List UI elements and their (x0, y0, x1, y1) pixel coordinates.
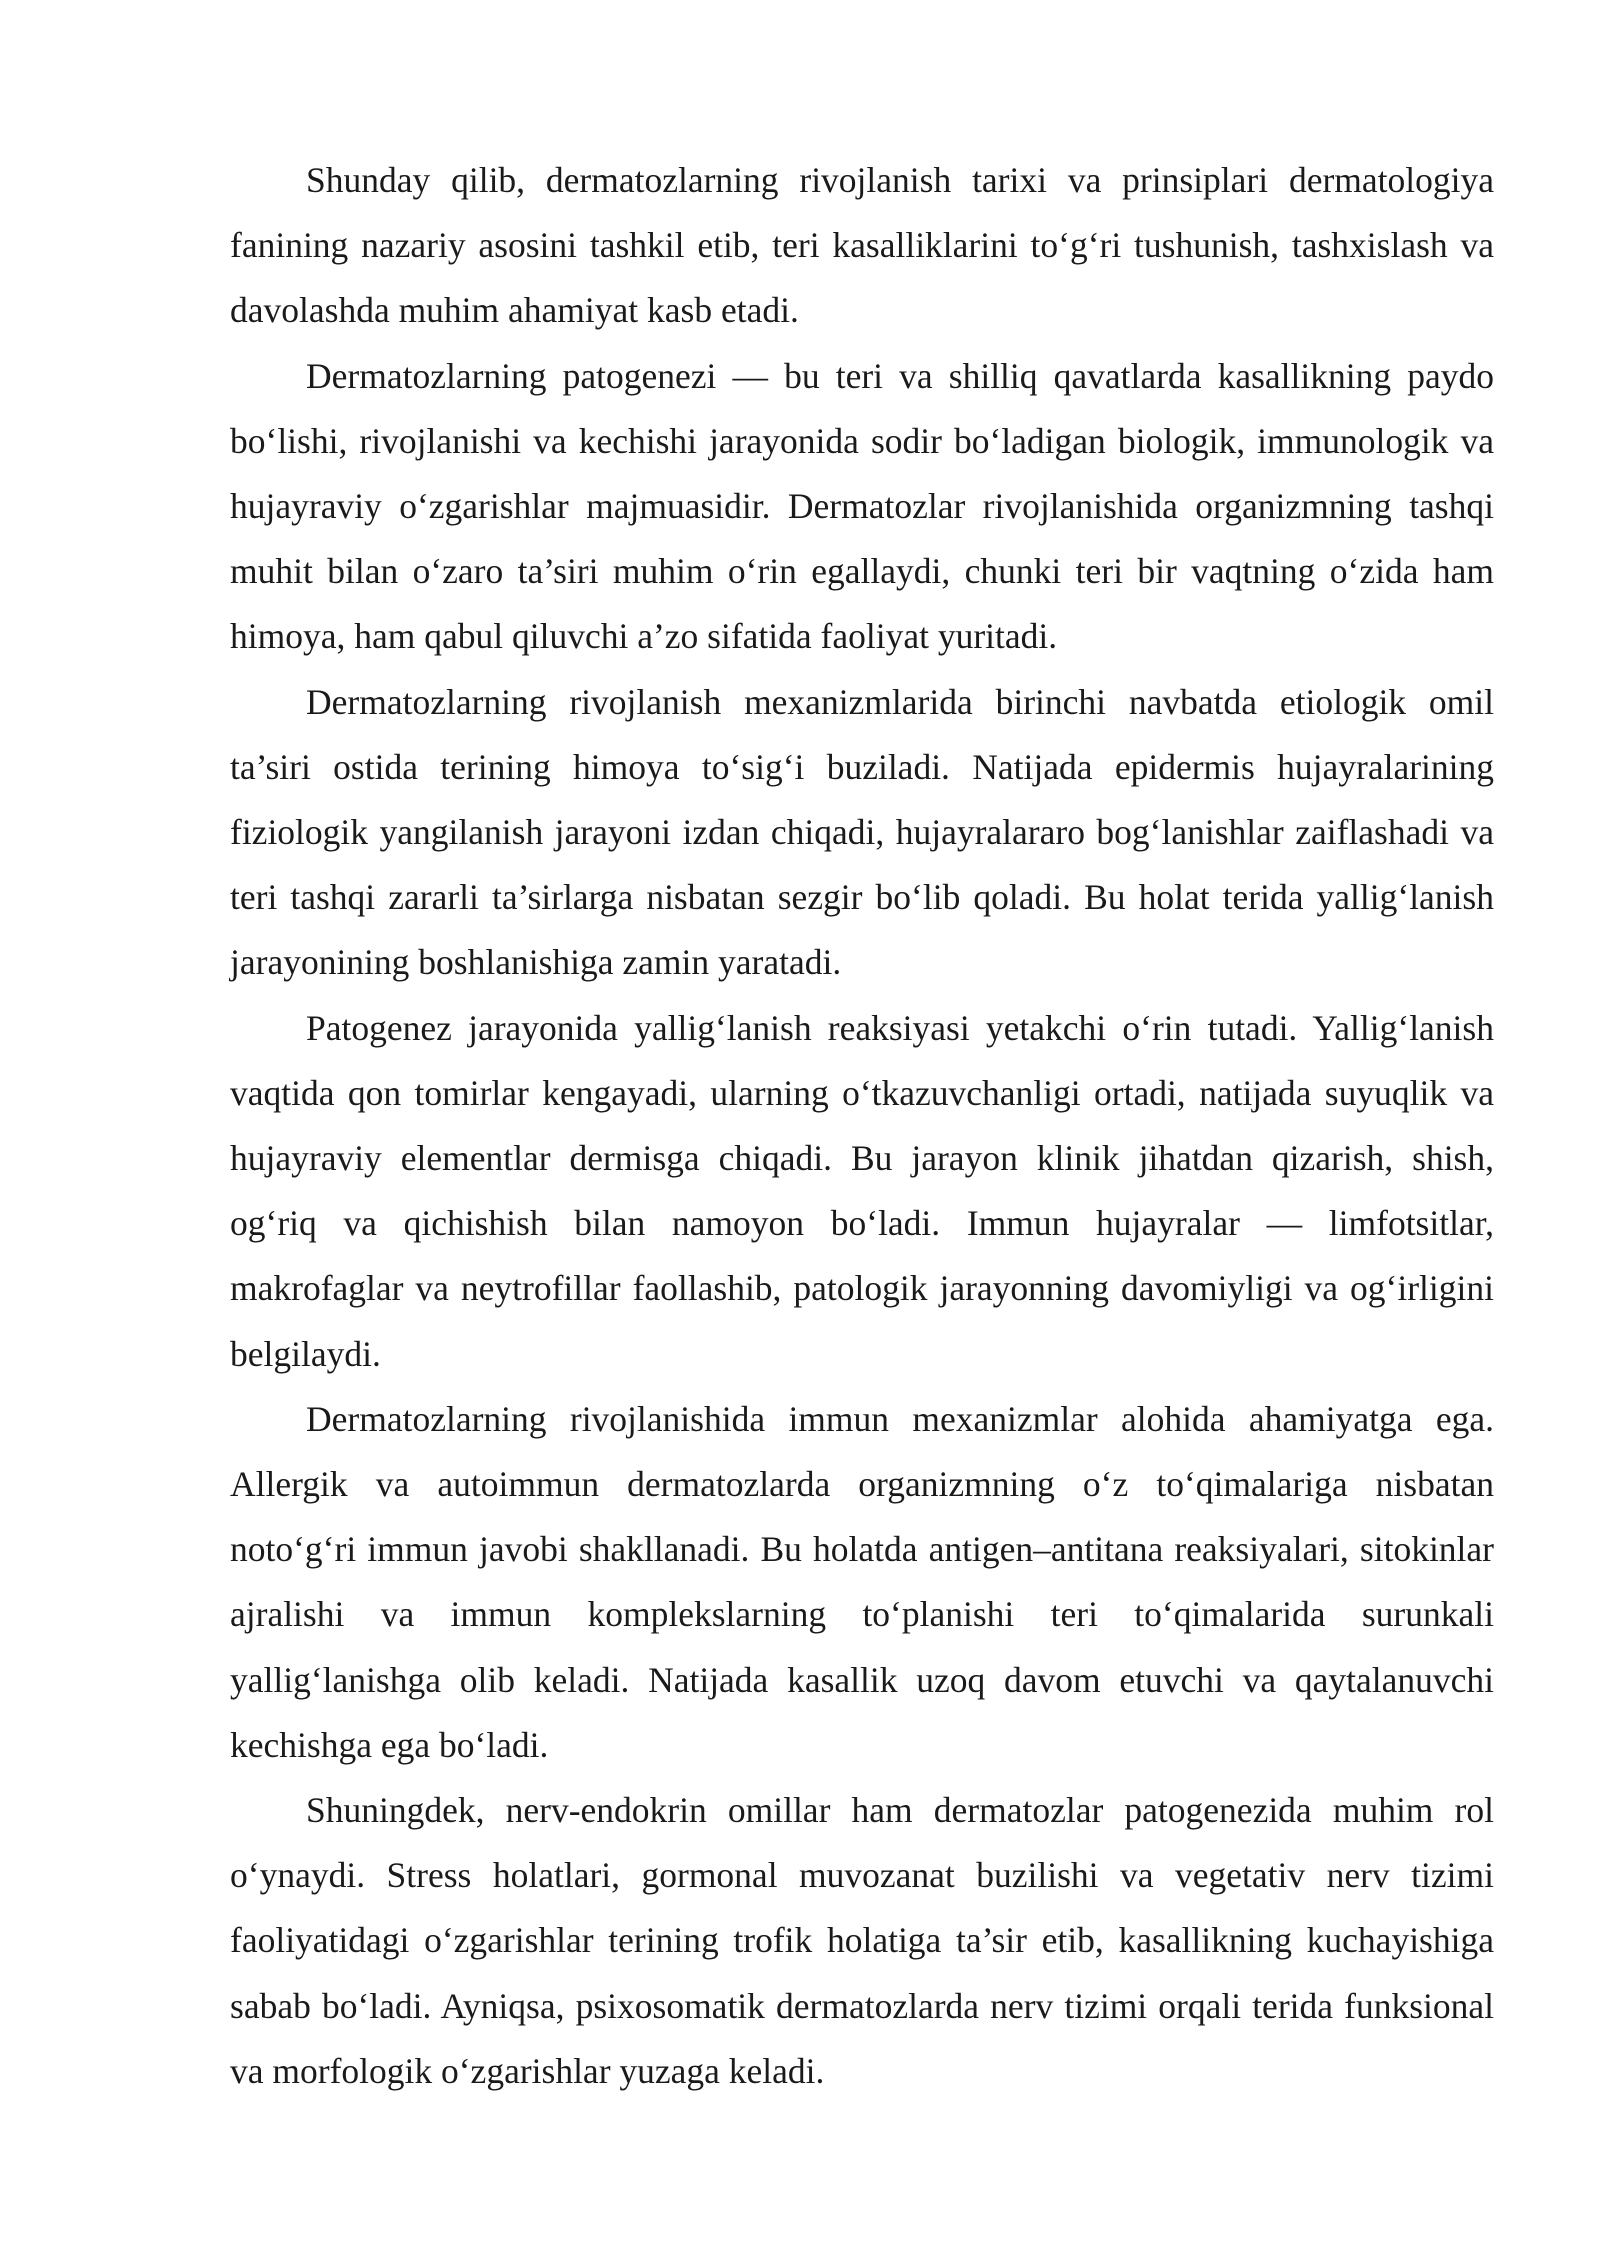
paragraph-inflammatory-reaction: Patogenez jarayonida yallig‘lanish reaksiyasi yetakchi o‘rin tutadi. Yallig‘lanish vaqtida qon tomirlar kengayadi, ularning o‘tkazuvchanligi ortadi, natijada suyuqlik va hujayraviy elementlar dermisga chiqadi. Bu jarayon klinik jihatdan qizarish, shish, og‘riq va qichishish bilan namoyon bo‘ladi. Immun hujayralar — limfotsitlar, makrofaglar va neytrofillar faollashib, patologik jarayonning davomiyligi va og‘irligini belgilaydi. (230, 1007, 1494, 1374)
paragraph-development-mechanisms: Dermatozlarning rivojlanish mexanizmlarida birinchi navbatda etiologik omil ta’siri ostida terining himoya to‘sig‘i buziladi. Natijada epidermis hujayralarining fiziologik yangilanish jarayoni izdan chiqadi, hujayralararo bog‘lanishlar zaiflashadi va teri tashqi zararli ta’sirlarga nisbatan sezgir bo‘lib qoladi. Bu holat terida yallig‘lanish jarayonining boshlanishiga zamin yaratadi. (230, 681, 1494, 983)
paragraph-neuro-endocrine-factors: Shuningdek, nerv-endokrin omillar ham dermatozlar patogenezida muhim rol o‘ynaydi. Stress holatlari, gormonal muvozanat buzilishi va vegetativ nerv tizimi faoliyatidagi o‘zgarishlar terining trofik holatiga ta’sir etib, kasallikning kuchayishiga sabab bo‘ladi. Ayniqsa, psixosomatik dermatozlarda nerv tizimi orqali terida funksional va morfologik o‘zgarishlar yuzaga keladi. (230, 1790, 1494, 2091)
paragraph-immune-mechanisms: Dermatozlarning rivojlanishida immun mexanizmlar alohida ahamiyatga ega. Allergik va autoimmun dermatozlarda organizmning o‘z to‘qimalariga nisbatan noto‘g‘ri immun javobi shakllanadi. Bu holatda antigen–antitana reaksiyalari, sitokinlar ajralishi va immun komplekslarning to‘planishi teri to‘qimalarida surunkali yallig‘lanishga olib keladi. Natijada kasallik uzoq davom etuvchi va qaytalanuvchi kechishga ega bo‘ladi. (230, 1398, 1494, 1765)
document-body (230, 148, 1494, 2104)
paragraph-conclusion: Shunday qilib, dermatozlarning rivojlanish tarixi va prinsiplari dermatologiya fanining nazariy asosini tashkil etib, teri kasalliklarini to‘g‘ri tushunish, tashxislash va davolashda muhim ahamiyat kasb etadi. (230, 160, 1494, 331)
paragraph-pathogenesis-definition: Dermatozlarning patogenezi — bu teri va shilliq qavatlarda kasallikning paydo bo‘lishi, rivojlanishi va kechishi jarayonida sodir bo‘ladigan biologik, immunologik va hujayraviy o‘zgarishlar majmuasidir. Dermatozlar rivojlanishida organizmning tashqi muhit bilan o‘zaro ta’siri muhim o‘rin egallaydi, chunki teri bir vaqtning o‘zida ham himoya, ham qabul qiluvchi a’zo sifatida faoliyat yuritadi. (230, 355, 1494, 657)
